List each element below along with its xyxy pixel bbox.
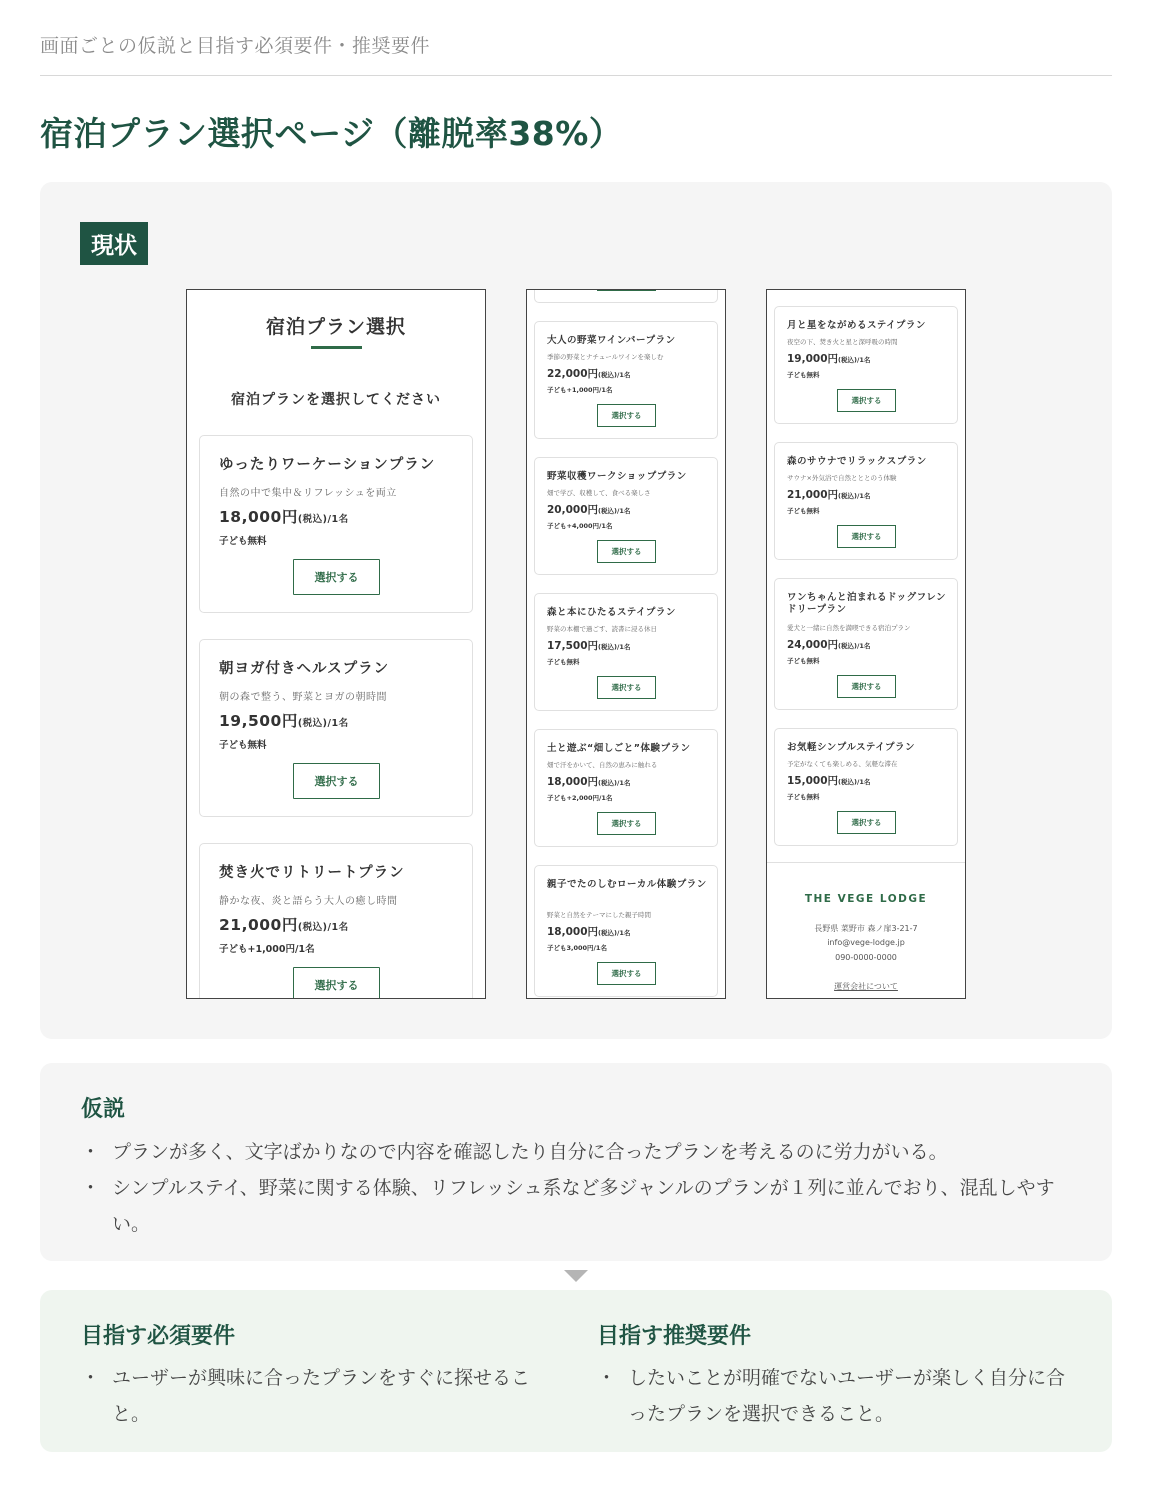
screen-subtitle: 宿泊プランを選択してください (231, 392, 441, 408)
select-plan-button[interactable]: 選択する (597, 404, 656, 427)
plan-price: 22,000円(税込)/1名 (547, 368, 631, 380)
plan-card (534, 593, 718, 711)
select-plan-button[interactable]: 選択する (837, 525, 896, 548)
plan-name: 朝ヨガ付きヘルスプラン (219, 661, 390, 677)
plan-card (774, 442, 958, 560)
plan-name: 親子でたのしむローカル体験プラン (547, 879, 707, 890)
footer-divider (767, 862, 965, 863)
plan-name: お気軽シンプルステイプラン (787, 742, 915, 753)
plan-kids-price: 子ども無料 (219, 740, 267, 751)
screen-3-mockup (766, 289, 966, 999)
list-item: ・ ユーザーが興味に合ったプランをすぐに探せること。 (81, 1360, 559, 1432)
plan-description: 畑で汗をかいて、自然の恵みに触れる (547, 761, 658, 769)
current-state-panel (40, 182, 1112, 1039)
plan-description: 愛犬と一緒に自然を満喫できる宿泊プラン (787, 624, 911, 632)
requirements-panel (40, 1290, 1112, 1452)
plan-name: 森と本にひたるステイプラン (547, 607, 676, 618)
select-plan-button[interactable]: 選択する (597, 540, 656, 563)
screen-title: 宿泊プラン選択 (265, 316, 406, 338)
recommended-requirements-list (597, 1360, 1075, 1432)
footer-address: 長野県 菜野市 森ノ扉3-21-7 (814, 924, 918, 933)
plan-card (199, 435, 473, 613)
hypothesis-panel (40, 1063, 1112, 1261)
plan-kids-price: 子ども無料 (787, 371, 820, 379)
plan-card (774, 578, 958, 710)
breadcrumb: 画面ごとの仮説と目指す必須要件・推奨要件 (40, 35, 431, 57)
plan-name: 焚き火でリトリートプラン (219, 865, 405, 881)
select-plan-button[interactable]: 選択する (597, 676, 656, 699)
plan-description: 朝の森で整う、野菜とヨガの朝時間 (219, 692, 387, 703)
plan-price: 18,000円(税込)/1名 (547, 926, 631, 938)
plan-price: 17,500円(税込)/1名 (547, 640, 631, 652)
footer-phone: 090-0000-0000 (835, 953, 897, 962)
hypothesis-title: 仮説 (81, 1097, 126, 1122)
required-requirements-title: 目指す必須要件 (81, 1324, 236, 1349)
plan-price: 24,000円(税込)/1名 (787, 639, 871, 651)
select-plan-button[interactable]: 選択する (293, 559, 380, 595)
plan-kids-price: 子ども+2,000円/1名 (547, 794, 613, 802)
list-item: ・ シンプルステイ、野菜に関する体験、リフレッシュ系など多ジャンルのプランが１列に並んでおり、混乱しやすい。 (81, 1170, 1081, 1242)
plan-card-partial (534, 289, 718, 303)
plan-price: 21,000円(税込)/1名 (787, 489, 871, 501)
required-requirements-list (81, 1360, 559, 1432)
plan-name: 森のサウナでリラックスプラン (787, 456, 927, 467)
list-item: ・ プランが多く、文字ばかりなので内容を確認したり自分に合ったプランを考えるのに労力がいる。 (81, 1134, 1081, 1170)
current-badge: 現状 (80, 222, 148, 265)
page-title: 宿泊プラン選択ページ（離脱率38%） (40, 114, 623, 153)
plan-name: ワンちゃんと泊まれるドッグフレンドリープラン (787, 592, 947, 616)
screen-1-mockup (186, 289, 486, 999)
select-plan-button[interactable]: 選択する (597, 812, 656, 835)
plan-kids-price: 子ども+1,000円/1名 (547, 386, 613, 394)
plan-description: 夜空の下、焚き火と星と深呼吸の時間 (787, 338, 898, 346)
plan-price: 20,000円(税込)/1名 (547, 504, 631, 516)
plan-name: 土と遊ぶ“畑しごと”体験プラン (547, 743, 691, 754)
plan-description: サウナ×外気浴で自然とととのう体験 (787, 474, 897, 482)
screen-2-mockup (526, 289, 726, 999)
footer-brand: THE VEGE LODGE (804, 893, 928, 905)
footer-company-link[interactable]: 運営会社について (834, 982, 898, 991)
plan-description: 静かな夜、炎と語らう大人の癒し時間 (219, 896, 398, 907)
plan-price: 18,000円(税込)/1名 (219, 508, 349, 526)
plan-card (534, 457, 718, 575)
list-item: ・ したいことが明確でないユーザーが楽しく自分に合ったプランを選択できること。 (597, 1360, 1075, 1432)
plan-kids-price: 子ども3,000円/1名 (547, 944, 607, 952)
plan-card (199, 843, 473, 999)
plan-name: 野菜収穫ワークショッププラン (547, 471, 687, 482)
plan-kids-price: 子ども無料 (787, 657, 820, 665)
plan-card (534, 865, 718, 997)
plan-price: 19,500円(税込)/1名 (219, 712, 349, 730)
plan-price: 18,000円(税込)/1名 (547, 776, 631, 788)
plan-card (534, 729, 718, 847)
plan-kids-price: 子ども無料 (787, 507, 820, 515)
select-plan-button[interactable]: 選択する (837, 675, 896, 698)
header-divider (40, 75, 1112, 76)
plan-name: 大人の野菜ワインバープラン (547, 335, 676, 346)
plan-price: 21,000円(税込)/1名 (219, 916, 349, 934)
select-plan-button[interactable]: 選択する (293, 967, 380, 999)
plan-card (199, 639, 473, 817)
plan-description: 季節の野菜とナチュールワインを楽しむ (547, 353, 664, 361)
plan-description: 自然の中で集中＆リフレッシュを両立 (219, 488, 397, 499)
plan-kids-price: 子ども+4,000円/1名 (547, 522, 613, 530)
plan-name: 月と星をながめるステイプラン (787, 320, 926, 331)
plan-price: 15,000円(税込)/1名 (787, 775, 871, 787)
plan-kids-price: 子ども無料 (787, 793, 820, 801)
hypothesis-list (81, 1134, 1081, 1242)
plan-card (534, 321, 718, 439)
select-plan-button[interactable]: 選択する (837, 811, 896, 834)
select-plan-button[interactable]: 選択する (293, 763, 380, 799)
recommended-requirements-title: 目指す推奨要件 (597, 1324, 752, 1349)
plan-description: 野菜の本棚で過ごす、読書に浸る休日 (547, 625, 657, 633)
plan-card (774, 306, 958, 424)
title-underline (311, 346, 362, 349)
plan-description: 野菜と自然をテーマにした親子時間 (547, 911, 651, 919)
select-plan-button[interactable] (597, 289, 656, 291)
down-arrow-icon (564, 1270, 588, 1282)
select-plan-button[interactable]: 選択する (597, 962, 656, 985)
footer-email: info@vege-lodge.jp (827, 938, 905, 947)
plan-description: 予定がなくても楽しめる、気軽な滞在 (787, 760, 898, 768)
plan-description: 畑で学び、収穫して、食べる楽しさ (547, 489, 651, 497)
plan-kids-price: 子ども+1,000円/1名 (219, 944, 315, 955)
select-plan-button[interactable]: 選択する (837, 389, 896, 412)
plan-card (774, 728, 958, 846)
plan-price: 19,000円(税込)/1名 (787, 353, 871, 365)
plan-kids-price: 子ども無料 (219, 536, 267, 547)
plan-name: ゆったりワーケーションプラン (219, 457, 436, 473)
plan-kids-price: 子ども無料 (547, 658, 580, 666)
